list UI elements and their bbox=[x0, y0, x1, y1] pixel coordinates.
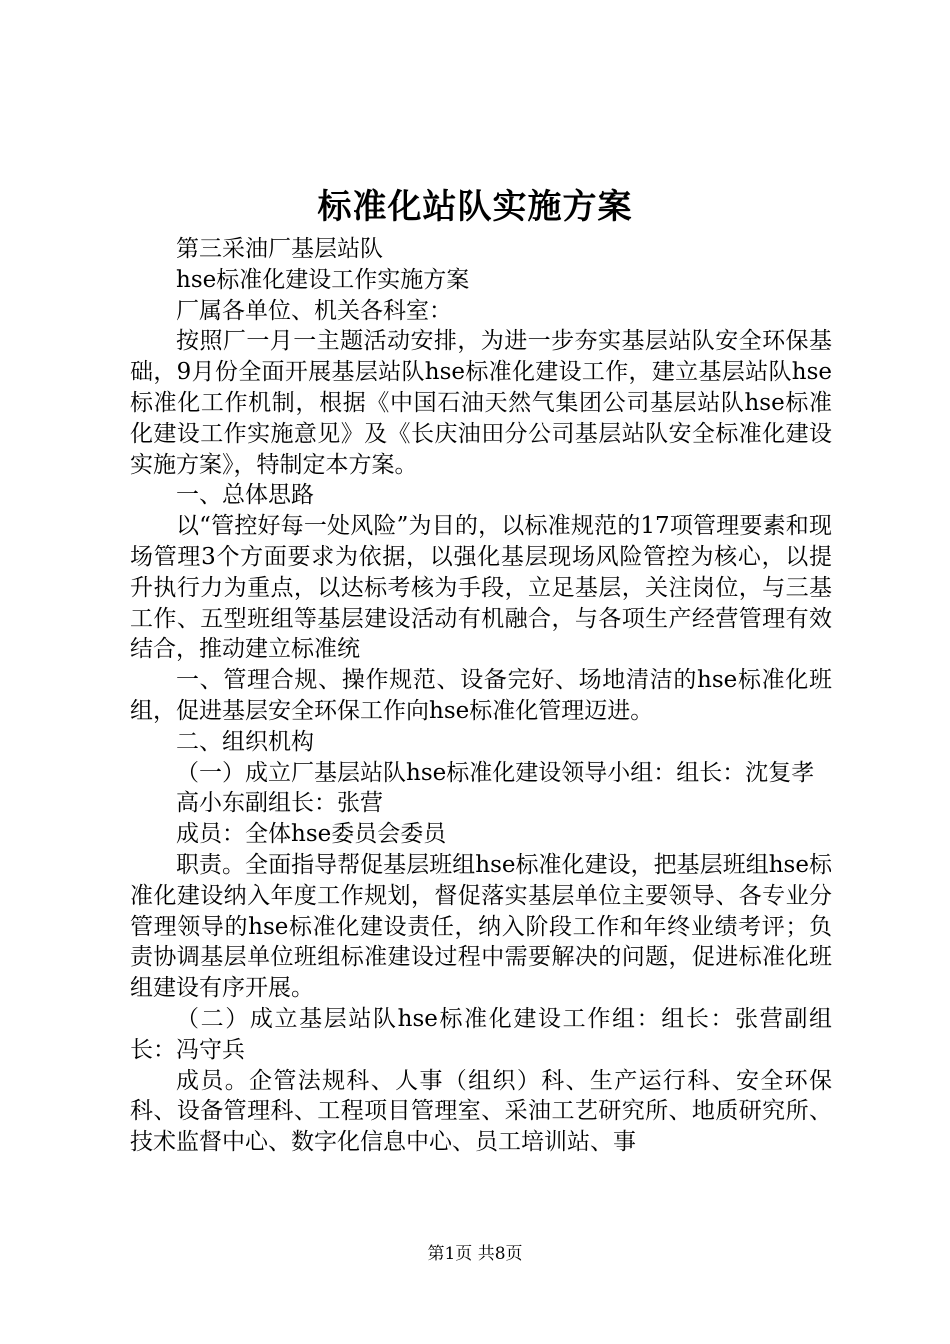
document-body bbox=[130, 234, 832, 1158]
paragraph-standardized-teams: 一、管理合规、操作规范、设备完好、场地清洁的hse标准化班组，促进基层安全环保工作向hse标准化管理迈进。 bbox=[130, 667, 832, 724]
paragraph-plan-name: hse标准化建设工作实施方案 bbox=[176, 266, 470, 293]
paragraph-working-group: （二）成立基层站队hse标准化建设工作组：组长：张营副组长：冯守兵 bbox=[130, 1005, 832, 1063]
paragraph-leading-group: （一）成立厂基层站队hse标准化建设领导小组：组长：沈复孝 bbox=[176, 759, 815, 786]
paragraph-responsibilities: 职责。全面指导帮促基层班组hse标准化建设，把基层班组hse标准化建设纳入年度工作规划，督促落实基层单位主要领导、各专业分管理领导的hse标准化建设责任，纳入阶段工作和年终业绩考评；负责协调基层单位班组标准建设过程中需要解决的问题，促进标准化班组建设有序开展。 bbox=[130, 851, 832, 1002]
heading-general-approach: 一、总体思路 bbox=[176, 482, 314, 509]
paragraph-members: 成员：全体hse委员会委员 bbox=[176, 821, 447, 848]
document-title: 标准化站队实施方案 bbox=[317, 187, 633, 227]
heading-organization: 二、组织机构 bbox=[176, 728, 314, 755]
paragraph-deputy-leader: 高小东副组长：张营 bbox=[176, 790, 383, 817]
paragraph-general-approach: 以“管控好每一处风险”为目的，以标准规范的17项管理要素和现场管理3个方面要求为依据，以强化基层现场风险管控为核心，以提升执行力为重点，以达标考核为手段，立足基层，关注岗位，与三基工作、五型班组等基层建设活动有机融合，与各项生产经营管理有效结合，推动建立标准统 bbox=[130, 513, 832, 663]
page-footer: 第1页 共8页 bbox=[427, 1244, 523, 1264]
paragraph-salutation: 厂属各单位、机关各科室： bbox=[176, 297, 452, 324]
paragraph-introduction: 按照厂一月一主题活动安排，为进一步夯实基层站队安全环保基础，9月份全面开展基层站队hse标准化建设工作，建立基层站队hse标准化工作机制，根据《中国石油天然气集团公司基层站队hse标准化建设工作实施意见》及《长庆油田分公司基层站队安全标准化建设实施方案》，特制定本方案。 bbox=[130, 328, 832, 478]
paragraph-unit-name: 第三采油厂基层站队 bbox=[176, 236, 383, 262]
paragraph-working-group-members: 成员。企管法规科、人事（组织）科、生产运行科、安全环保科、设备管理科、工程项目管理室、采油工艺研究所、地质研究所、技术监督中心、数字化信息中心、员工培训站、事 bbox=[130, 1067, 832, 1156]
